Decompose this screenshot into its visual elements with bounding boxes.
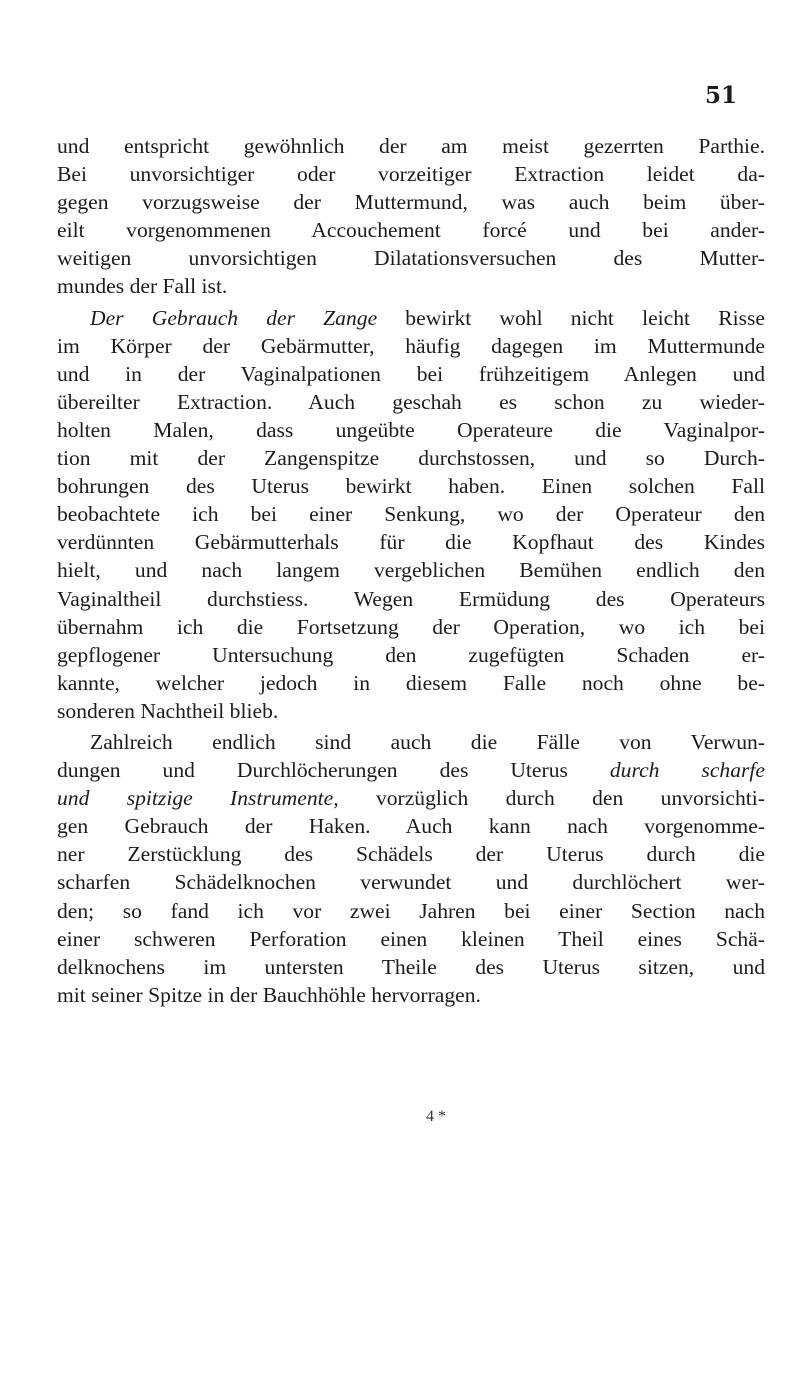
text-segment: ner Zerstücklung des Schädels der Uterus durch die	[57, 842, 765, 867]
text-segment: hielt, und nach langem vergeblichen Bemühen endlich den	[57, 558, 765, 583]
italic-text: Der Gebrauch der Zange	[90, 305, 378, 330]
text-segment: eilt vorgenommenen Accouchement forcé und bei ander-	[57, 218, 765, 243]
text-line	[57, 216, 765, 244]
text-segment: und entspricht gewöhnlich der am meist gezerrten Parthie.	[57, 134, 765, 158]
text-segment: übereilter Extraction. Auch geschah es schon zu wieder-	[57, 389, 765, 414]
text-segment: im Körper der Gebärmutter, häufig dagegen im Muttermunde	[57, 333, 765, 358]
text-line	[57, 868, 765, 896]
text-line	[57, 697, 765, 725]
text-line	[57, 272, 765, 300]
text-line	[57, 585, 765, 613]
text-segment: tion mit der Zangenspitze durchstossen, und so Durch-	[57, 446, 765, 471]
italic-text: und spitzige Instrumente	[57, 786, 334, 811]
text-segment: Vaginaltheil durchstiess. Wegen Ermüdung des Operateurs	[57, 586, 765, 611]
text-segment: , vorzüglich durch den unvorsichti-	[333, 786, 765, 811]
text-segment: scharfen Schädelknochen verwundet und durchlöchert wer-	[57, 870, 765, 895]
text-segment: holten Malen, dass ungeübte Operateure die Vaginalpor-	[57, 417, 765, 442]
text-line	[57, 981, 765, 1009]
paragraph	[57, 725, 765, 1009]
text-line	[57, 784, 765, 812]
text-line	[57, 812, 765, 840]
text-line	[57, 188, 765, 216]
text-segment: dungen und Durchlöcherungen des Uterus	[57, 758, 610, 783]
text-line	[57, 756, 765, 784]
text-segment: weitigen unvorsichtigen Dilatationsversuchen des Mutter-	[57, 246, 765, 271]
text-line	[57, 444, 765, 472]
text-segment: bohrungen des Uterus bewirkt haben. Einen solchen Fall	[57, 474, 765, 499]
text-segment: gepflogener Untersuchung den zugefügten Schaden er-	[57, 642, 765, 667]
text-segment: gegen vorzugsweise der Muttermund, was auch beim über-	[57, 190, 765, 215]
text-segment: und in der Vaginalpationen bei frühzeitigem Anlegen und	[57, 361, 765, 386]
text-line	[57, 528, 765, 556]
body-text	[57, 132, 765, 1009]
text-line	[57, 160, 765, 188]
text-line	[57, 388, 765, 416]
text-line	[57, 641, 765, 669]
text-line	[57, 953, 765, 981]
text-line	[57, 669, 765, 697]
text-line	[57, 416, 765, 444]
text-line	[57, 304, 765, 332]
text-segment: beobachtete ich bei einer Senkung, wo der Operateur den	[57, 502, 765, 527]
text-line	[57, 925, 765, 953]
text-segment: einer schweren Perforation einen kleinen Theil eines Schä-	[57, 926, 765, 951]
text-line	[57, 500, 765, 528]
text-line	[57, 556, 765, 584]
signature-mark: 4 *	[426, 1108, 446, 1125]
paragraph	[57, 132, 765, 301]
page-number: 51	[704, 82, 737, 109]
text-segment: verdünnten Gebärmutterhals für die Kopfhaut des Kindes	[57, 530, 765, 555]
text-line	[57, 332, 765, 360]
text-segment: mit seiner Spitze in der Bauchhöhle hervorragen.	[57, 982, 481, 1007]
text-segment: gen Gebrauch der Haken. Auch kann nach vorgenomme-	[57, 814, 765, 839]
text-segment: delknochens im untersten Theile des Uterus sitzen, und	[57, 954, 765, 979]
text-segment: übernahm ich die Fortsetzung der Operation, wo ich bei	[57, 614, 765, 639]
text-line	[57, 472, 765, 500]
text-segment: den; so fand ich vor zwei Jahren bei einer Section nach	[57, 898, 765, 923]
text-line	[57, 244, 765, 272]
text-line	[57, 897, 765, 925]
text-segment: Zahlreich endlich sind auch die Fälle von Verwun-	[90, 729, 765, 754]
text-line	[57, 840, 765, 868]
italic-text: durch scharfe	[609, 758, 765, 783]
text-segment: mundes der Fall ist.	[57, 274, 228, 299]
text-segment: sonderen Nachtheil blieb.	[57, 698, 279, 723]
text-line	[57, 132, 765, 160]
text-segment: bewirkt wohl nicht leicht Risse	[377, 305, 765, 330]
paragraph	[57, 301, 765, 725]
text-segment: Bei unvorsichtiger oder vorzeitiger Extraction leidet da-	[57, 162, 765, 187]
text-line	[57, 360, 765, 388]
text-line	[57, 728, 765, 756]
text-segment: kannte, welcher jedoch in diesem Falle noch ohne be-	[57, 670, 765, 695]
text-line	[57, 613, 765, 641]
